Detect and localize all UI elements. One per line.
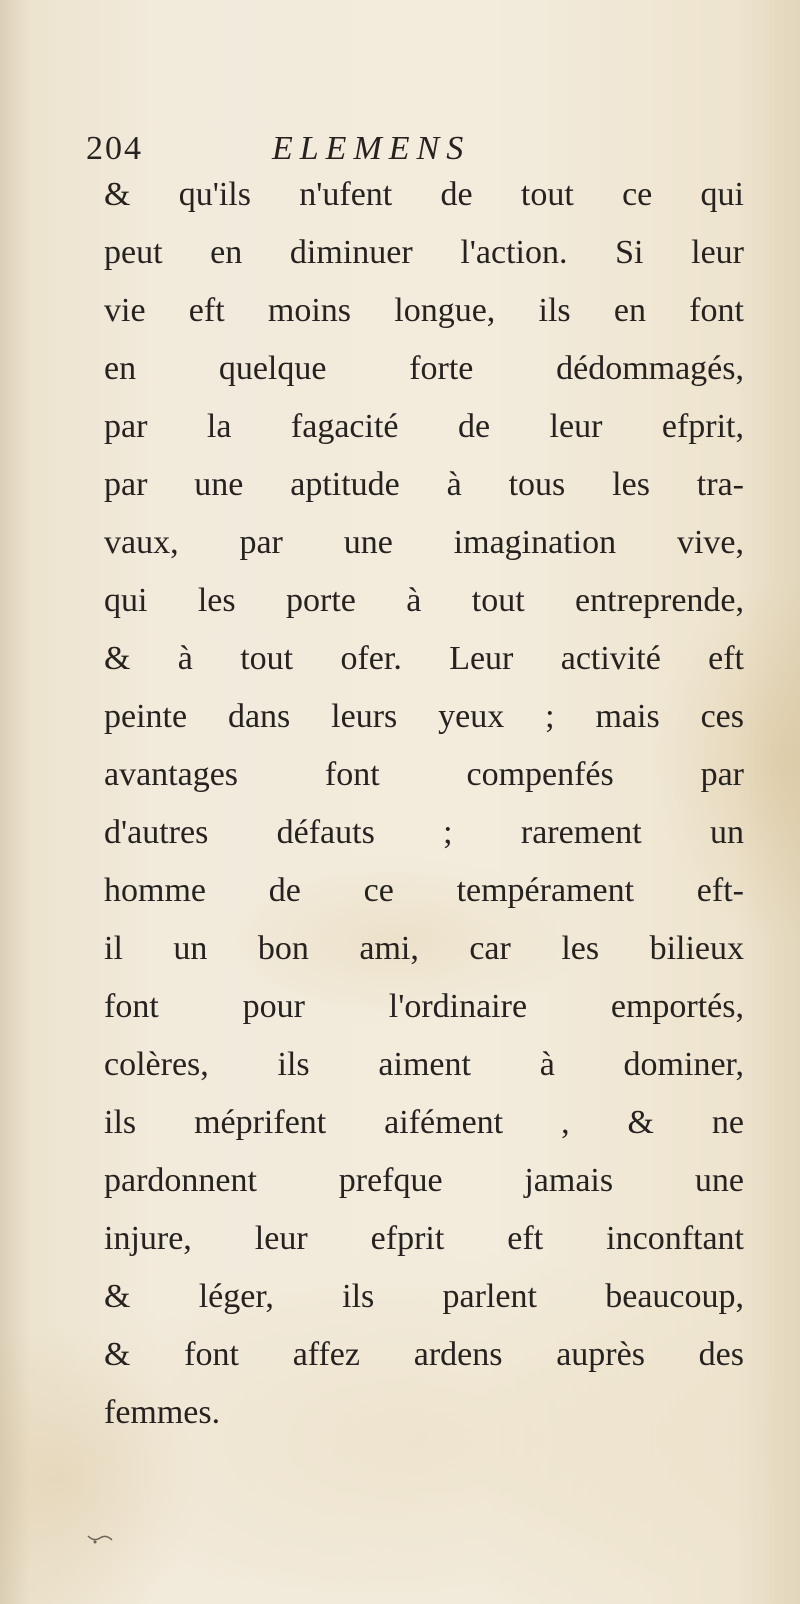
text-line: & qu'ils n'ufent de tout ce qui: [104, 176, 744, 213]
text-line: vaux, par une imagination vive,: [104, 524, 744, 561]
text-line: d'autres défauts ; rarement un: [104, 814, 744, 851]
spine-shadow: [0, 0, 30, 1604]
text-line: & font affez ardens auprès des: [104, 1336, 744, 1373]
text-line: homme de ce tempérament eft-: [104, 872, 744, 909]
ink-mark-decoration: [86, 1528, 126, 1548]
running-title: ELEMENS: [272, 130, 471, 167]
text-line: font pour l'ordinaire emportés,: [104, 988, 744, 1025]
text-line: & léger, ils parlent beaucoup,: [104, 1278, 744, 1315]
text-line: peut en diminuer l'action. Si leur: [104, 234, 744, 271]
text-line: avantages font compenfés par: [104, 756, 744, 793]
text-line: & à tout ofer. Leur activité eft: [104, 640, 744, 677]
text-line: en quelque forte dédommagés,: [104, 350, 744, 387]
text-line: qui les porte à tout entreprende,: [104, 582, 744, 619]
text-line: ils méprifent aifément , & ne: [104, 1104, 744, 1141]
text-line: peinte dans leurs yeux ; mais ces: [104, 698, 744, 735]
text-line: pardonnent prefque jamais une: [104, 1162, 744, 1199]
text-line: par une aptitude à tous les tra-: [104, 466, 744, 503]
text-line: par la fagacité de leur efprit,: [104, 408, 744, 445]
text-line: il un bon ami, car les bilieux: [104, 930, 744, 967]
text-line: femmes.: [104, 1394, 221, 1431]
page-number: 204: [86, 130, 143, 167]
body-text: [104, 166, 744, 1442]
text-line: vie eft moins longue, ils en font: [104, 292, 744, 329]
text-line: injure, leur efprit eft inconftant: [104, 1220, 744, 1257]
running-head: [86, 128, 646, 170]
text-line: colères, ils aiment à dominer,: [104, 1046, 744, 1083]
